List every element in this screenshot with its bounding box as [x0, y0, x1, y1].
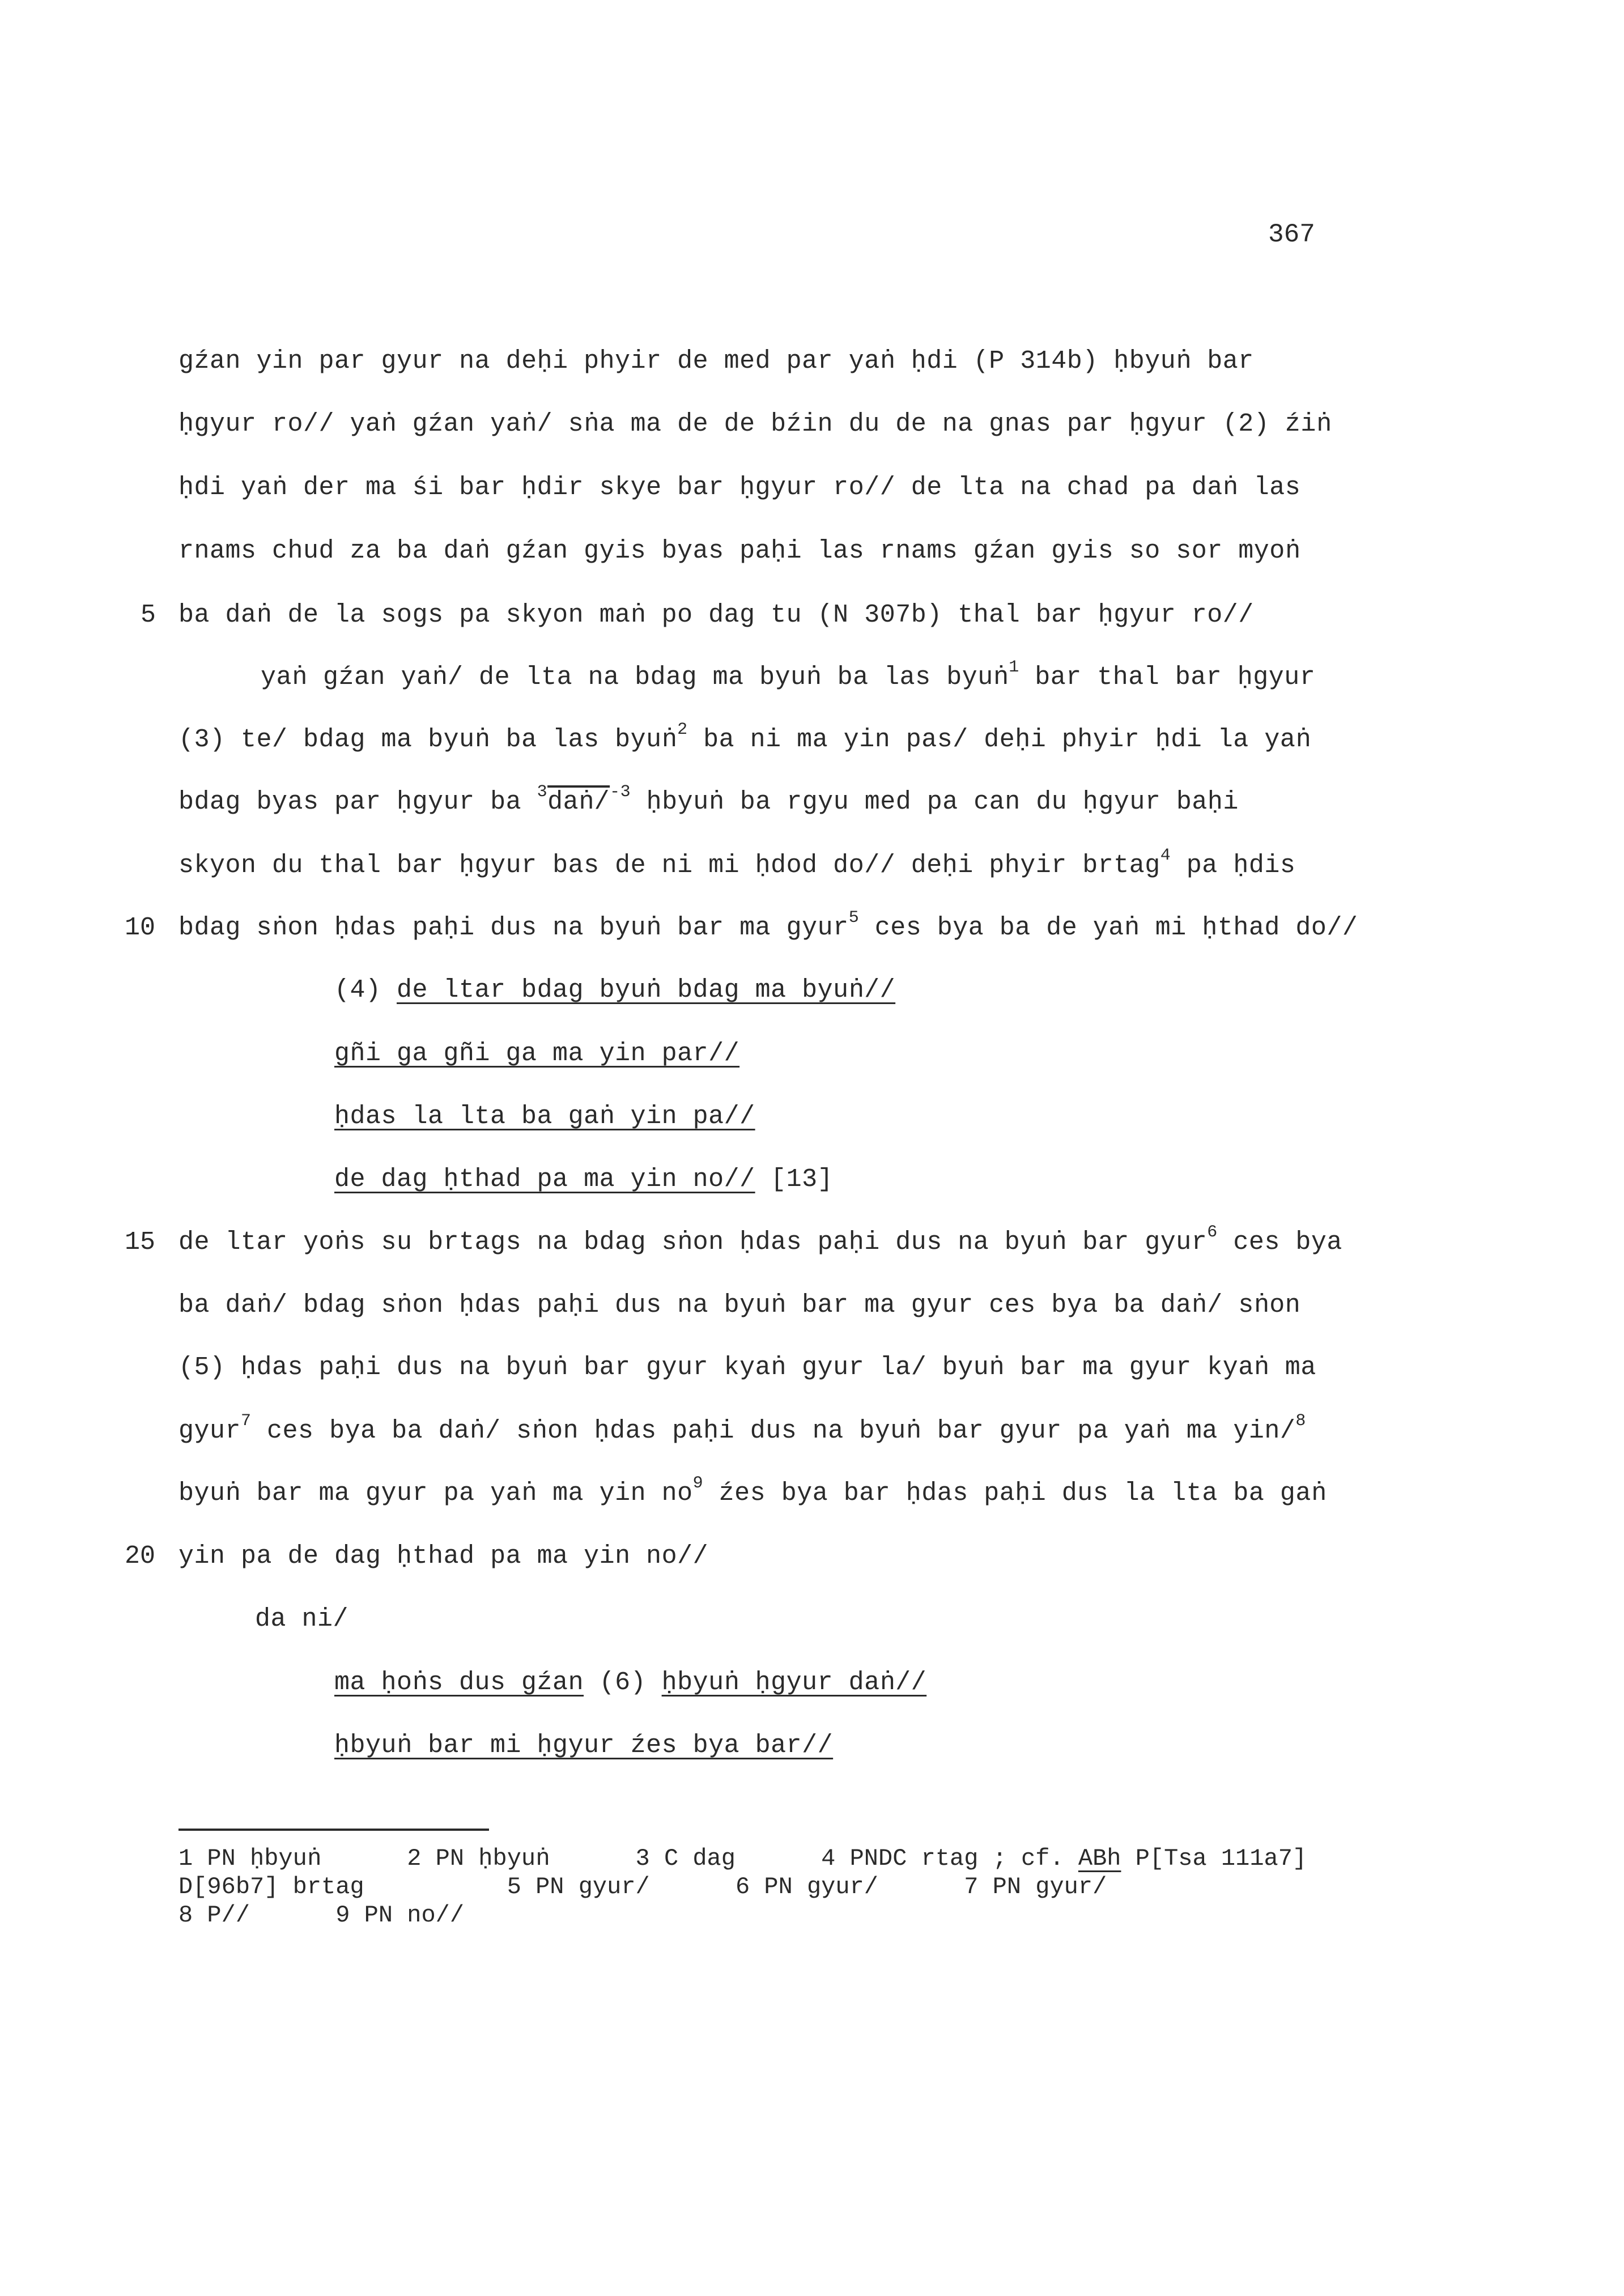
text-segment: gyur	[178, 1417, 241, 1445]
verse-line-3: ḥdas la lta ba gaṅ yin pa//	[334, 1102, 755, 1131]
verse-text: de dag ḥthad pa ma yin no//	[334, 1165, 755, 1194]
line-number-15: 15	[125, 1228, 156, 1257]
text-segment: źes bya bar ḥdas paḥi dus la lta ba gaṅ	[703, 1479, 1327, 1508]
text-segment: de ltar yoṅs su brtags na bdag sṅon ḥdas paḥi dus na byuṅ bar gyur	[178, 1228, 1208, 1257]
footnote-line-3: 8 P// 9 PN no//	[178, 1902, 465, 1929]
footnote-reference: ABh	[1078, 1845, 1121, 1872]
text-segment: yaṅ gźan yaṅ/ de lta na bdag ma byuṅ ba las byuṅ	[261, 663, 1009, 692]
footnote-mark: 4	[1160, 846, 1171, 865]
text-line-3: ḥdi yaṅ der ma śi bar ḥdir skye bar ḥgyur ro// de lta na chad pa daṅ las	[178, 473, 1301, 502]
text-line-10	[178, 908, 1358, 942]
footnote-mark: 9	[692, 1474, 704, 1493]
text-segment: bdag byas par ḥgyur ba	[178, 788, 537, 817]
footnote-line-1	[178, 1845, 1307, 1872]
verse-number: [13]	[755, 1165, 834, 1194]
text-line-20: yin pa de dag ḥthad pa ma yin no//	[178, 1542, 709, 1571]
verse-text: ḥbyuṅ ḥgyur daṅ//	[661, 1668, 927, 1697]
verse-line-6: ḥbyuṅ bar mi ḥgyur źes bya bar//	[334, 1731, 834, 1760]
text-line-8	[178, 783, 1239, 817]
footnote-text: 1 PN ḥbyuṅ 2 PN ḥbyuṅ 3 C dag 4 PNDC rtag ; cf.	[178, 1845, 1078, 1872]
text-segment: bdag sṅon ḥdas paḥi dus na byuṅ bar ma gyur	[178, 913, 849, 942]
text-segment: pa ḥdis	[1171, 851, 1296, 880]
text-segment: ḥbyuṅ ba rgyu med pa can du ḥgyur baḥi	[631, 788, 1239, 817]
footnote-line-2: D[96b7] brtag 5 PN gyur/ 6 PN gyur/ 7 PN gyur/	[178, 1873, 1107, 1900]
text-segment: (6)	[584, 1668, 662, 1697]
text-segment: ces bya ba daṅ/ sṅon ḥdas paḥi dus na byuṅ bar gyur pa yaṅ ma yin/	[251, 1417, 1296, 1445]
verse-line-4	[334, 1165, 833, 1194]
text-segment: ba ni ma yin pas/ deḥi phyir ḥdi la yaṅ	[687, 725, 1311, 754]
verse-text: ma ḥoṅs dus gźan	[334, 1668, 584, 1697]
footnote-mark: 7	[241, 1411, 252, 1431]
text-line-17: (5) ḥdas paḥi dus na byuṅ bar gyur kyaṅ gyur la/ byuṅ bar ma gyur kyaṅ ma	[178, 1353, 1316, 1382]
text-segment: byuṅ bar ma gyur pa yaṅ ma yin no	[178, 1479, 693, 1508]
verse-line-5	[334, 1668, 926, 1697]
footnote-mark: 3	[537, 783, 548, 802]
verse-text: de ltar bdag byuṅ bdag ma byuṅ//	[397, 976, 896, 1005]
footnote-text: P[Tsa 111a7]	[1121, 1845, 1307, 1872]
text-line-4: rnams chud za ba daṅ gźan gyis byas paḥi las rnams gźan gyis so sor myoṅ	[178, 537, 1301, 566]
line-number-20: 20	[125, 1542, 156, 1571]
text-segment: bar thal bar ḥgyur	[1019, 663, 1316, 692]
text-segment: daṅ/	[547, 788, 610, 817]
footnote-mark: 8	[1295, 1411, 1306, 1431]
footnote-mark: -3	[610, 783, 631, 802]
text-segment: (3) te/ bdag ma byuṅ ba las byuṅ	[178, 725, 678, 754]
verse-line-1	[334, 976, 895, 1005]
text-line-9	[178, 846, 1296, 880]
verse-line-2: gñi ga gñi ga ma yin par//	[334, 1039, 740, 1068]
text-line-19	[178, 1474, 1327, 1508]
text-line-18	[178, 1411, 1306, 1445]
text-line-15	[178, 1223, 1342, 1257]
footnote-mark: 5	[848, 908, 860, 928]
footnote-mark: 1	[1009, 658, 1019, 677]
text-segment: ces bya	[1217, 1228, 1342, 1257]
text-line-1: gźan yin par gyur na deḥi phyir de med par yaṅ ḥdi (P 314b) ḥbyuṅ bar	[178, 347, 1254, 376]
text-segment: ces bya ba de yaṅ mi ḥthad do//	[859, 913, 1358, 942]
footnote-rule	[178, 1829, 489, 1831]
text-line-7	[178, 720, 1311, 754]
line-number-5: 5	[141, 601, 156, 630]
text-segment: skyon du thal bar ḥgyur bas de ni mi ḥdod do// deḥi phyir brtag	[178, 851, 1160, 880]
line-number-10: 10	[125, 913, 156, 942]
text-line-6	[261, 658, 1316, 692]
footnote-mark: 2	[677, 720, 688, 739]
text-line-5: ba daṅ de la sogs pa skyon maṅ po dag tu (N 307b) thal bar ḥgyur ro//	[178, 601, 1254, 630]
text-line-21: da ni/	[255, 1605, 349, 1634]
footnote-mark: 6	[1207, 1223, 1218, 1242]
text-line-2: ḥgyur ro// yaṅ gźan yaṅ/ sṅa ma de de bźin du de na gnas par ḥgyur (2) źiṅ	[178, 410, 1332, 439]
text-segment: (4)	[334, 976, 397, 1005]
text-line-16: ba daṅ/ bdag sṅon ḥdas paḥi dus na byuṅ bar ma gyur ces bya ba daṅ/ sṅon	[178, 1291, 1301, 1320]
page-number: 367	[1268, 220, 1315, 249]
